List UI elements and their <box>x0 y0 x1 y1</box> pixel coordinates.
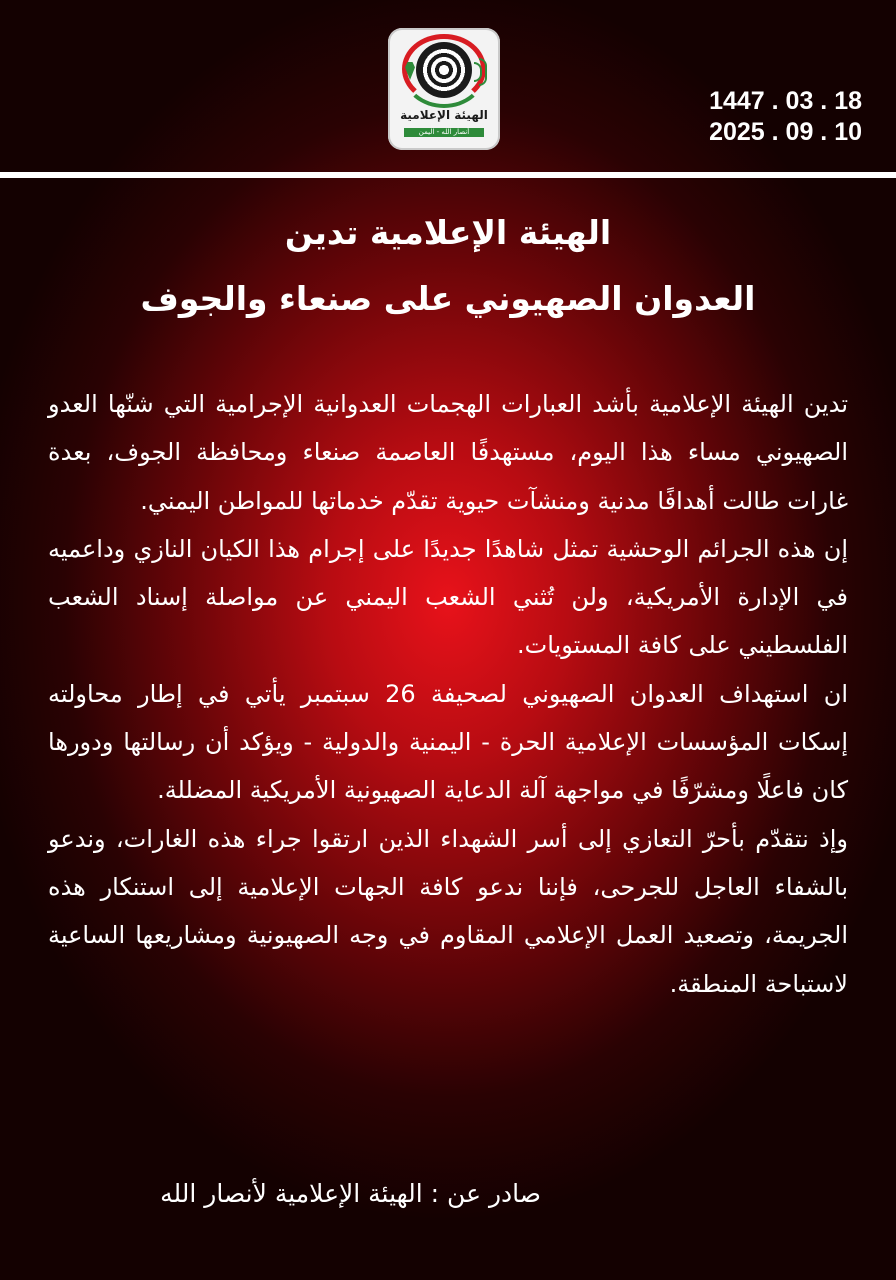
header-divider <box>0 172 896 178</box>
logo-lens-icon <box>416 42 472 98</box>
title-line-2: العدوان الصهيوني على صنعاء والجوف <box>140 279 756 318</box>
paragraph-2: إن هذه الجرائم الوحشية تمثل شاهدًا جديدًا على إجرام هذا الكيان النازي وداعميه في الإدارة الأمريكية، ولن تُثني الشعب اليمني عن مواصلة إسناد الشعب الفلسطيني على كافة المستويات. <box>48 534 848 660</box>
paragraph-4: وإذ نتقدّم بأحرّ التعازي إلى أسر الشهداء الذين ارتقوا جراء هذه الغارات، وندعو بالشفاء العاجل للجرحى، فإننا ندعو كافة الجهات الإعلامية إلى استنكار هذه الجريمة، وتصعيد العمل الإعلامي المقاوم في وجه الصهيونية ومشاريعها الساعية لاستباحة المنطقة. <box>48 824 848 998</box>
statement-body <box>48 380 848 1008</box>
paragraph-1: تدين الهيئة الإعلامية بأشد العبارات الهجمات العدوانية الإجرامية التي شنّها العدو الصهيوني مساء هذا اليوم، مستهدفًا العاصمة صنعاء ومحافظة الجوف، بعدة غارات طالت أهدافًا مدنية ومنشآت حيوية تقدّم خدماتها للمواطن اليمني. <box>48 390 848 515</box>
media-authority-logo <box>388 28 500 150</box>
title-line-1: الهيئة الإعلامية تدين <box>284 213 612 252</box>
logo-subtitle: أنصار الله - اليمن <box>404 128 484 137</box>
date-block <box>709 86 862 148</box>
paragraph-3: ان استهداف العدوان الصهيوني لصحيفة 26 سبتمبر يأتي في إطار محاولته إسكات المؤسسات الإعلامية الحرة - اليمنية والدولية - ويؤكد أن رسالتها ودورها كان فاعلًا ومشرّفًا في مواجهة آلة الدعاية الصهيونية الأمريكية المضللة. <box>48 679 849 805</box>
issuer-signature: صادر عن : الهيئة الإعلامية لأنصار الله <box>160 1179 541 1208</box>
gregorian-date: 2025 . 09 . 10 <box>709 118 862 146</box>
hijri-date: 1447 . 03 . 18 <box>709 87 862 115</box>
logo-wave-icon-outer <box>479 58 487 86</box>
logo-name: الهيئة الإعلامية <box>400 108 488 122</box>
statement-title <box>40 200 856 332</box>
